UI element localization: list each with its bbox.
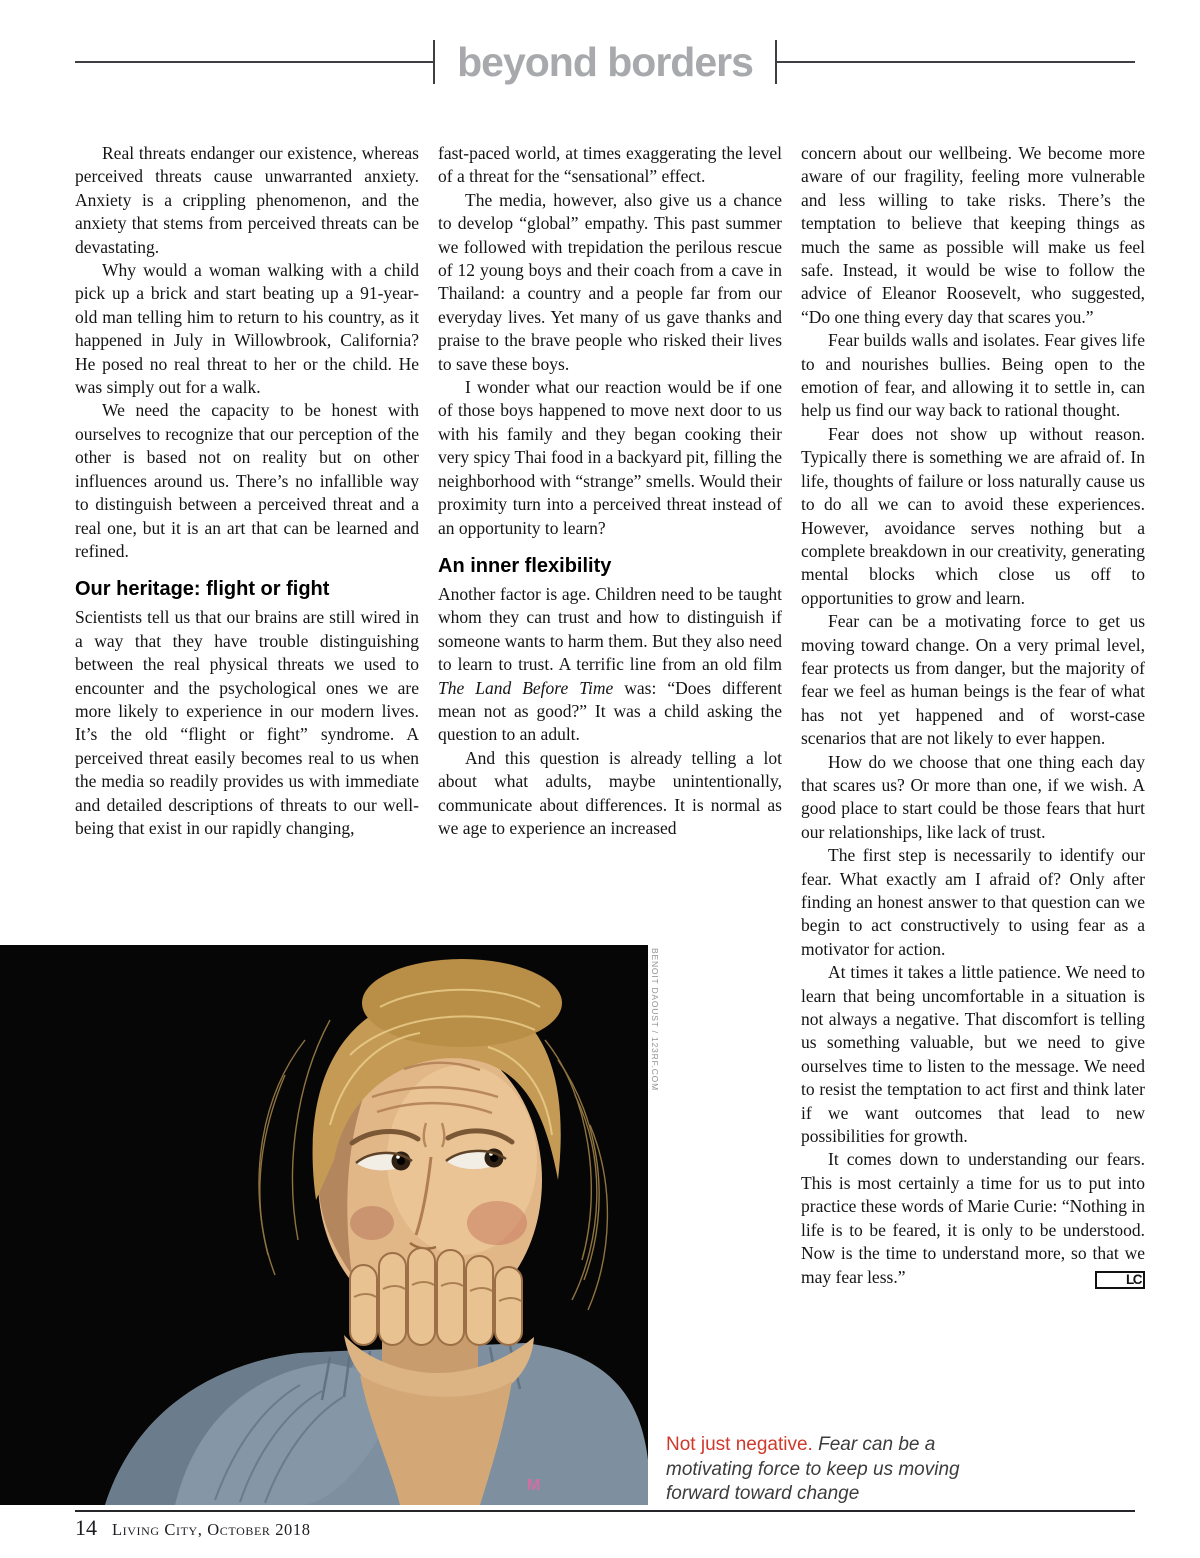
section-title: beyond borders (457, 39, 753, 85)
paragraph (801, 610, 1145, 750)
paragraph (801, 423, 1145, 610)
paragraph-text: Real threats endanger our existence, whereas perceived threats cause unwarranted anxiety. Anxiety is a crippling phenomenon, and the anxiety that stems from perceived threats can be devastating. (75, 143, 419, 257)
paragraph (438, 583, 782, 747)
paragraph (801, 751, 1145, 845)
paragraph-text: Fear does not show up without reason. Typically there is something we are afraid of. In life, thoughts of failure or loss naturally cause us to do all we can to avoid these experiences. However, avoidance serves nothing but a complete breakdown in our creativity, generating mental blocks which close us off to opportunities to grow and learn. (801, 423, 1145, 608)
caption-lead: Not just negative. (666, 1434, 813, 1455)
photo-credit: BENOIT DAOUST / 123RF.COM (650, 948, 660, 1091)
article-photo (0, 945, 648, 1505)
page-number: 14 (75, 1515, 97, 1540)
paragraph (801, 142, 1145, 329)
paragraph (75, 259, 419, 399)
paragraph (801, 329, 1145, 423)
paragraph (438, 189, 782, 376)
paragraph-text: Fear builds walls and isolates. Fear gives life to and nourishes bullies. Being open to the emotion of fear, and allowing it to settle in, can help us find our way back to rational thought. (801, 330, 1145, 421)
caption-text: Fear can be a motivating force to keep us moving forward toward change (666, 1434, 960, 1504)
paragraph-text: We need the capacity to be honest with ourselves to recognize that our perception of the other is based not on reality but on other influences around us. There’s no infallible way to distinguish between a perceived threat and a real one, but it is an art that can be learned and refined. (75, 400, 419, 561)
section-header (75, 38, 1135, 86)
column-3 (801, 142, 1145, 1289)
paragraph (75, 142, 419, 259)
paragraph (801, 961, 1145, 1148)
paragraph-text: It comes down to understanding our fears. This is most certainly a time for us to put into practice these words of Marie Curie: “Nothing in life is to be feared, it is only to be understood. Now is the time to understand more, so that we may fear less.” (801, 1149, 1145, 1287)
paragraph-text: The media, however, also give us a chance to develop “global” empathy. This past summer we followed with trepidation the perilous rescue of 12 young boys and their coach from a cave in Thailand: a country and a people far from our everyday lives. Yet many of us gave thanks and praise to the brave people who risked their lives to save these boys. (438, 189, 782, 374)
section-heading: Our heritage: flight or fight (75, 578, 330, 601)
svg-text:M: M (527, 1477, 541, 1494)
paragraph (438, 376, 782, 540)
header-rule-left (75, 61, 433, 63)
paragraph-text: Why would a woman walking with a child pick up a brick and start beating up a 91-year-old man telling him to return to his country, as it happened in July in Willowbrook, California? He posed no real threat to her or the child. He was simply out for a walk. (75, 260, 419, 398)
frightened-woman-illustration (0, 945, 648, 1505)
paragraph-text: And this question is already telling a lot about what adults, maybe unintentionally, communicate about differences. It is normal as we age to experience an increased (438, 747, 782, 838)
end-mark-logo: LC (1095, 1271, 1145, 1289)
paragraph-text: I wonder what our reaction would be if one of those boys happened to move next door to us with his family and they began cooking their very spicy Thai food in a backyard pit, filling the neighborhood with “strange” smells. Would their proximity turn into a perceived threat instead of an opportunity to learn? (438, 377, 782, 538)
paragraph-text: Another factor is age. Children need to be taught whom they can trust and how to distinguish if someone wants to harm them. But they also need to learn to trust. A terrific line from an old film (438, 583, 782, 675)
paragraph-text: fast-paced world, at times exaggerating the level of a threat for the “sensational” effect. (438, 143, 782, 187)
paragraph (75, 399, 419, 563)
paragraph-text: Fear can be a motivating force to get us moving toward change. On a very primal level, fear protects us from danger, but the majority of fear we feel as human beings is the fear of what has not yet happened and of worst-case scenarios that are not likely to ever happen. (801, 611, 1145, 749)
paragraph-text: was: “Does different mean not as good?” It was a child asking the question to an adult. (438, 677, 782, 745)
paragraph (801, 1148, 1145, 1288)
paragraph (75, 606, 419, 840)
header-rule-right (777, 61, 1135, 63)
photo-caption (666, 1433, 962, 1507)
paragraph-text: The first step is necessarily to identify our fear. What exactly am I afraid of? Only after finding an honest answer to that question can we begin to act constructively to using fear as a motivator for action. (801, 845, 1145, 959)
page-footer (75, 1515, 311, 1543)
paragraph-text: At times it takes a little patience. We need to learn that being uncomfortable in a situation is not always a negative. That discomfort is telling us something valuable, but we need to give ourselves time to listen to the message. We need to resist the temptation to act first and think later if we want outcomes that lead to new possibilities for growth. (801, 962, 1145, 1147)
paragraph (801, 844, 1145, 961)
footer-rule (75, 1510, 1135, 1512)
paragraph-text: Scientists tell us that our brains are still wired in a way that they have trouble distinguishing between the real physical threats we used to encounter and the psychological ones we are more likely to experience in our modern lives. It’s the old “flight or fight” syndrome. A perceived threat easily becomes real to us when the media so readily provides us with immediate and detailed descriptions of threats to our well-being that exist in our rapidly changing, (75, 607, 419, 838)
paragraph-text: concern about our wellbeing. We become more aware of our fragility, feeling more vulnerable and less willing to take risks. There’s the temptation to believe that keeping things as much the same as possible will make us feel safe. Instead, it would be wise to follow the advice of Eleanor Roosevelt, who suggested, “Do one thing every day that scares you.” (801, 143, 1145, 327)
section-heading: An inner flexibility (438, 554, 612, 577)
paragraph-text: How do we choose that one thing each day that scares us? Or more than one, if we wish. A good place to start could be those fears that hurt our relationships, like lack of trust. (801, 751, 1145, 842)
publication-name: Living City, October 2018 (112, 1520, 311, 1539)
paragraph (438, 142, 782, 189)
film-title: The Land Before Time (438, 677, 614, 698)
paragraph (438, 747, 782, 841)
